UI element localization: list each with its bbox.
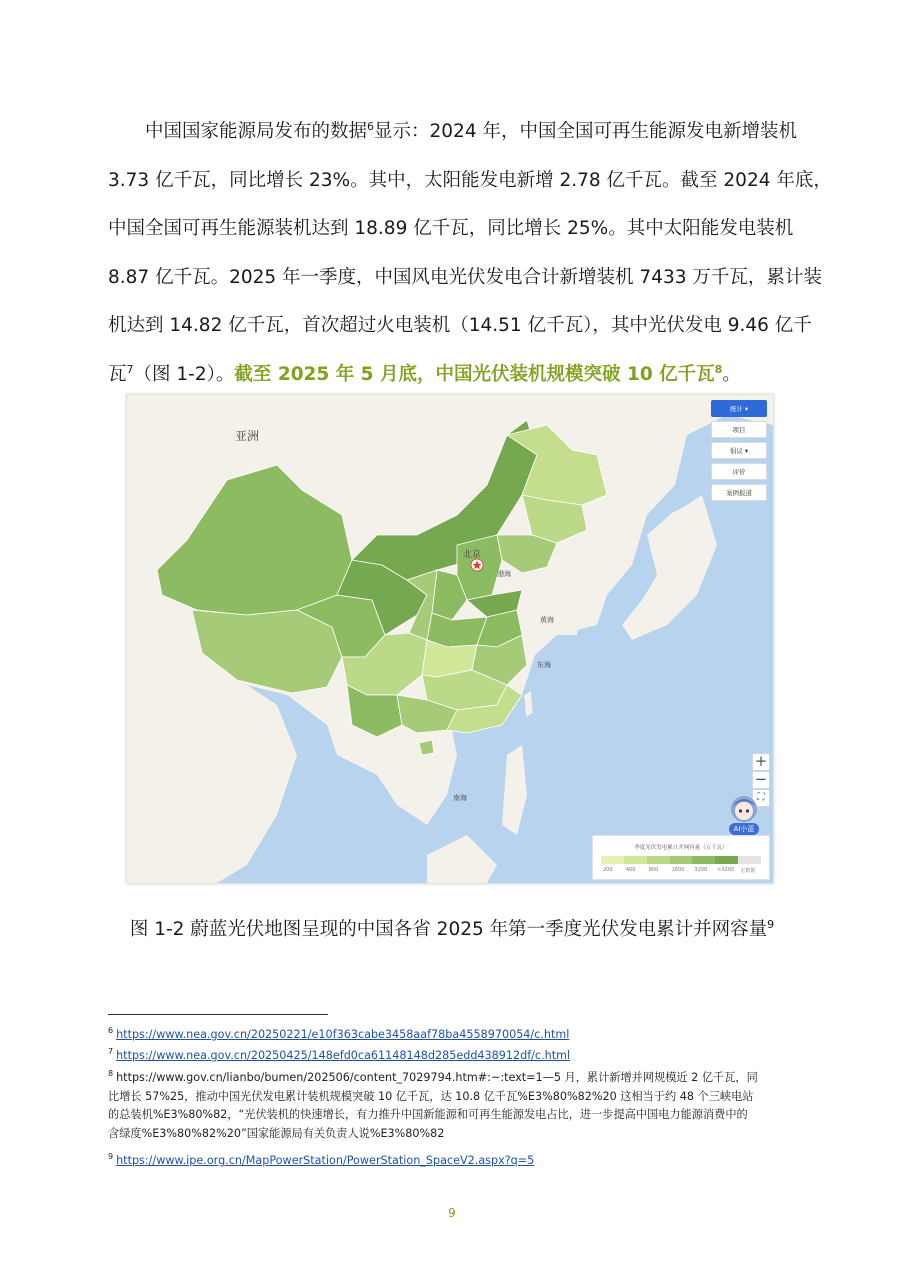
footnote-divider <box>108 1014 328 1015</box>
legend-swatch <box>624 856 647 864</box>
figure-caption: 图 1-2 蔚蓝光伏地图呈现的中国各省 2025 年第一季度光伏发电累计并网容量$^9$ <box>129 917 775 940</box>
paragraph-line-6: 瓦$^7$（图 1-2）。截至 2025 年 5 月底，中国光伏装机规模突破 10 亿千瓦$^8$。 <box>108 362 741 385</box>
label-bohai: 渤海 <box>497 570 511 578</box>
footnote-9-link[interactable]: https://www.ipe.org.cn/MapPowerStation/PowerStation_SpaceV2.aspx?q=5 <box>116 1154 535 1167</box>
region-hainan <box>419 740 434 755</box>
land-philippines <box>502 745 527 835</box>
legend-tick-label: 200 <box>603 867 613 873</box>
label-east-sea: 东海 <box>537 661 551 669</box>
highlight-sentence: 截至 2025 年 5 月底，中国光伏装机规模突破 10 亿千瓦 <box>234 363 715 385</box>
panel-initiative-button[interactable]: 倡议 ▾ <box>711 442 767 459</box>
footnote-ref-6[interactable]: 6 <box>367 119 375 133</box>
legend-tick-label: 400 <box>625 867 636 873</box>
legend-swatch <box>601 856 624 864</box>
paragraph-line-1: 中国国家能源局发布的数据$^6$显示：2024 年，中国全国可再生能源发电新增装机 <box>145 119 797 142</box>
map-canvas <box>127 395 773 883</box>
label-beijing: 北京 <box>463 550 482 560</box>
legend-tick-label: 3200 <box>694 867 708 873</box>
legend-tick-label: 无数据 <box>740 868 756 874</box>
legend-title: 季度光伏发电累计并网容量（万千瓦） <box>634 845 728 851</box>
ai-assistant-label: AI小蓝 <box>733 825 755 833</box>
paragraph-line-4: 8.87 亿千瓦。2025 年一季度，中国风电光伏发电合计新增装机 7433 万千瓦，累计装 <box>108 266 822 288</box>
panel-stats-button[interactable]: 统计 ▾ <box>711 400 767 417</box>
footnote-ref-8[interactable]: 8 <box>714 362 723 376</box>
zoom-out-button[interactable]: − <box>752 771 770 789</box>
footnote-9: $^9$ https://www.ipe.org.cn/MapPowerStation/PowerStation_SpaceV2.aspx?q=5 <box>108 1152 535 1167</box>
footnote-ref-9[interactable]: 9 <box>767 917 775 931</box>
legend-color-bar <box>601 856 761 864</box>
legend-swatch <box>738 856 761 864</box>
paragraph-line-5: 机达到 14.82 亿千瓦，首次超过火电装机（14.51 亿千瓦），其中光伏发电 9.46 亿千 <box>108 315 812 336</box>
legend-swatch <box>670 856 693 864</box>
panel-project-button[interactable]: 项目 <box>711 421 767 438</box>
footnote-6: $^6$ https://www.nea.gov.cn/20250221/e10f363cabe3458aaf78ba4558970054/c.html <box>108 1026 570 1041</box>
fullscreen-icon[interactable]: ⛶ <box>752 789 770 807</box>
label-asia: 亚洲 <box>235 429 260 443</box>
footnote-7: $^7$ https://www.nea.gov.cn/20250425/148efd0ca61148148d285edd438912df/c.html <box>108 1047 571 1062</box>
legend-tick-label: 1600 <box>671 867 685 873</box>
legend-swatch <box>715 856 738 864</box>
panel-case-report-button[interactable]: 案例报道 <box>711 484 767 501</box>
legend-swatch <box>647 856 670 864</box>
page-number: 9 <box>448 1206 456 1220</box>
footnote-8: $^8$ https://www.gov.cn/lianbo/bumen/202506/content_7029794.htm#:~:text=1—5 月，累计新增并网规模近 2 亿千瓦，同 比增长 57%25，推动中国光伏发电累计装机规模突破 10 亿千瓦，达 10.8 亿千瓦%E3%80%82%20 这相当于约 48 个三峡电站 的总装机%E3%80%82，“光伏装机的快速增长，有力推升中国新能源和可再生能源发电占比，进一步提高中国电力能源消费中的 含绿度%E3%80%82%20”国家能源局有关负责人说%E3%80%82 <box>108 1069 758 1140</box>
body-paragraph <box>108 108 832 399</box>
solar-map-figure[interactable] <box>126 394 774 884</box>
paragraph-line-2: 3.73 亿千瓦，同比增长 23%。其中，太阳能发电新增 2.78 亿千瓦。截至 2024 年底， <box>108 169 832 191</box>
legend-swatch <box>692 856 715 864</box>
footnote-7-link[interactable]: https://www.nea.gov.cn/20250425/148efd0ca61148148d285edd438912df/c.html <box>116 1049 571 1062</box>
legend-tick-label: >3200 <box>717 867 735 873</box>
paragraph-line-3: 中国全国可再生能源装机达到 18.89 亿千瓦，同比增长 25%。其中太阳能发电装机 <box>108 218 794 239</box>
footnote-ref-7[interactable]: 7 <box>126 362 134 376</box>
label-south-sea: 南海 <box>453 794 467 802</box>
label-yellow-sea: 黄海 <box>540 616 554 624</box>
ai-assistant-button[interactable] <box>725 793 763 837</box>
land-borneo <box>427 835 497 883</box>
zoom-in-button[interactable]: + <box>752 753 770 771</box>
map-legend <box>592 835 770 880</box>
region-taiwan <box>524 691 533 717</box>
panel-evaluation-button[interactable]: 评价 <box>711 463 767 480</box>
footnote-6-link[interactable]: https://www.nea.gov.cn/20250221/e10f363cabe3458aaf78ba4558970054/c.html <box>116 1028 570 1041</box>
legend-tick-label: 800 <box>648 867 659 873</box>
